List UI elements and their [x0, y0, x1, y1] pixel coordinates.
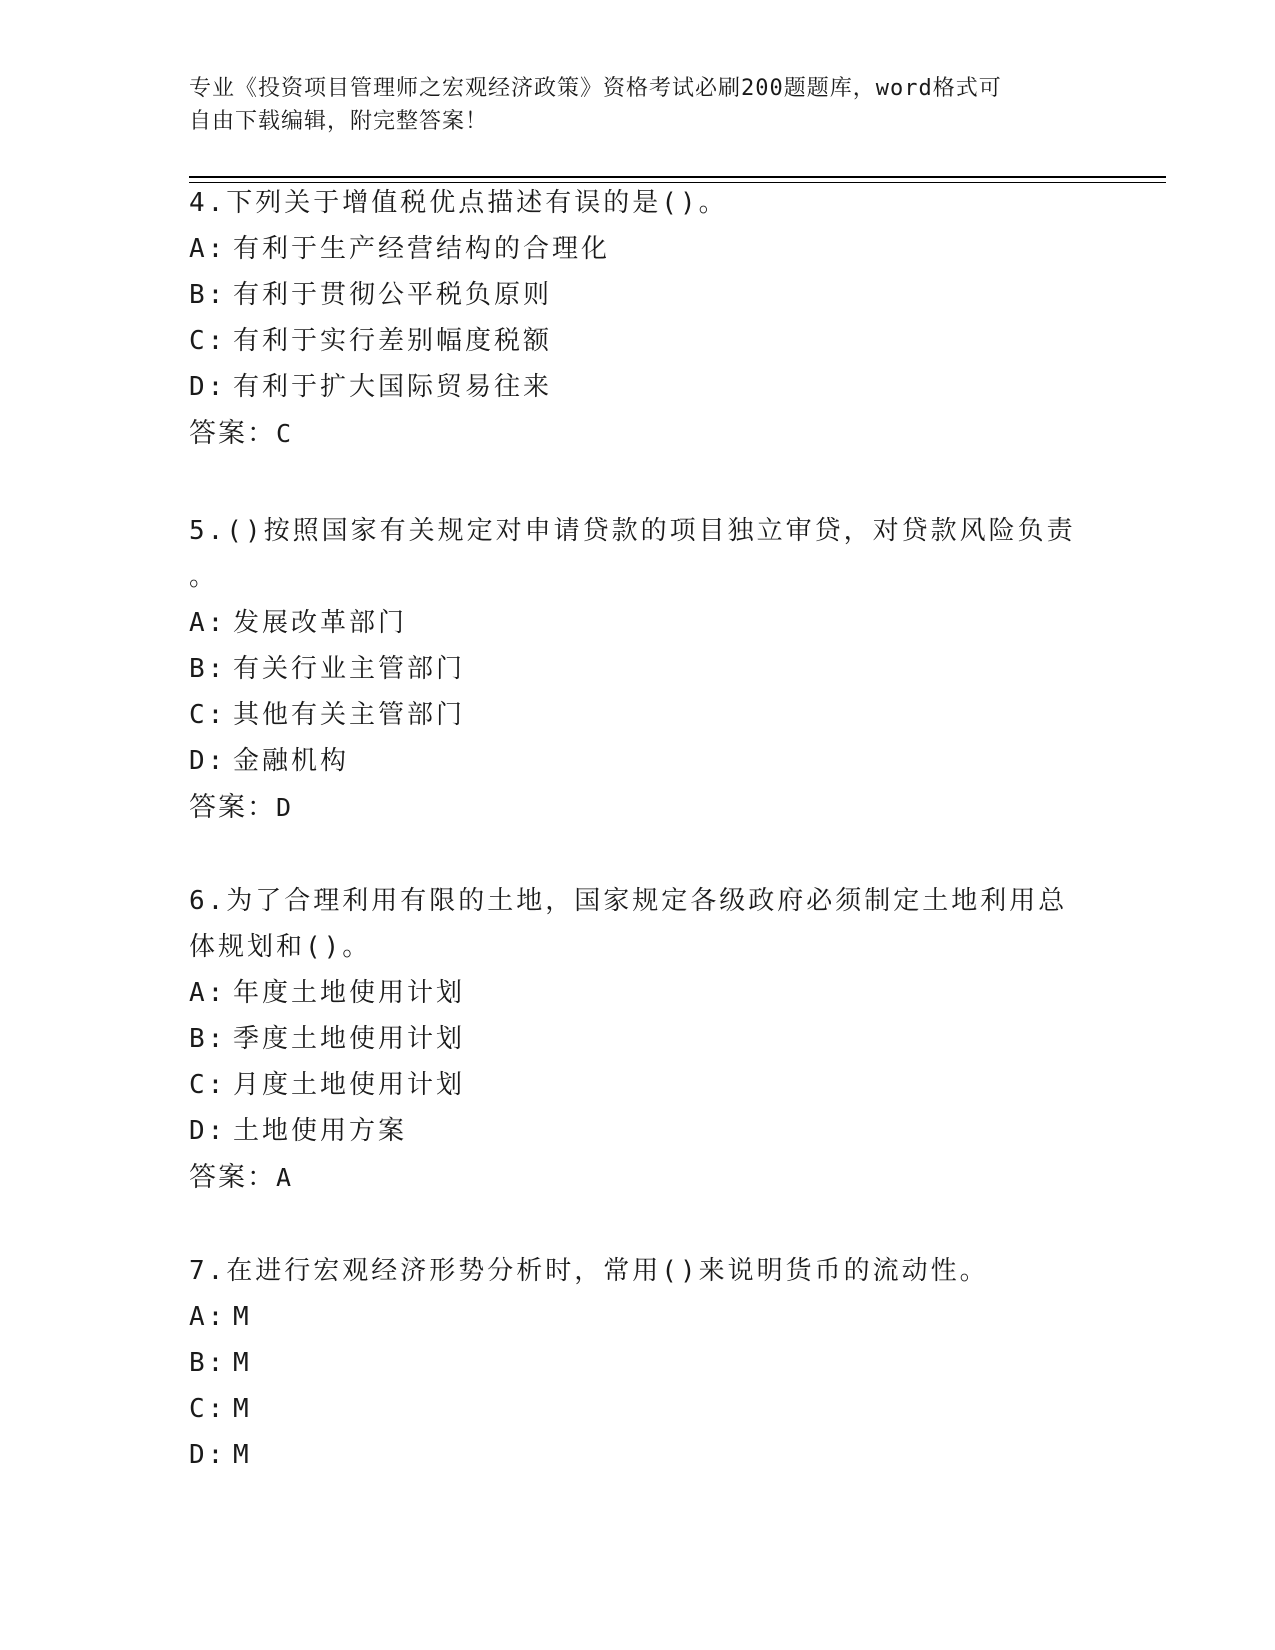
option-text: 其他有关主管部门 [233, 700, 466, 730]
option-d [189, 1108, 1089, 1154]
question-stem-cont: 体规划和()。 [189, 932, 372, 962]
option-text: 有利于贯彻公平税负原则 [233, 280, 553, 310]
answer-label: 答案： [189, 418, 276, 448]
answer-label: 答案： [189, 1162, 276, 1192]
question-6 [189, 878, 1089, 1200]
option-text: 有利于扩大国际贸易往来 [233, 372, 553, 402]
option-text: M [233, 1348, 252, 1378]
option-letter: B: [189, 1348, 227, 1378]
option-text: M [233, 1302, 252, 1332]
question-stem: 6.为了合理利用有限的土地，国家规定各级政府必须制定土地利用总 [189, 886, 1068, 916]
answer-line [189, 1154, 1089, 1200]
option-text: 有利于实行差别幅度税额 [233, 326, 553, 356]
answer-value: D [276, 793, 294, 822]
option-letter: B: [189, 1024, 227, 1054]
option-c [189, 1062, 1089, 1108]
question-4 [189, 180, 1089, 456]
option-text: 有关行业主管部门 [233, 654, 466, 684]
option-c [189, 1386, 1089, 1432]
option-letter: D: [189, 1116, 227, 1146]
option-text: 年度土地使用计划 [233, 978, 466, 1008]
option-text: 季度土地使用计划 [233, 1024, 466, 1054]
option-b [189, 646, 1089, 692]
answer-line [189, 784, 1089, 830]
option-text: 月度土地使用计划 [233, 1070, 466, 1100]
answer-value: A [276, 1163, 294, 1192]
option-letter: D: [189, 1440, 227, 1470]
option-c [189, 318, 1089, 364]
option-letter: C: [189, 700, 227, 730]
option-letter: C: [189, 1394, 227, 1424]
option-letter: B: [189, 654, 227, 684]
option-letter: B: [189, 280, 227, 310]
header-divider-thick [189, 176, 1166, 178]
question-5 [189, 508, 1089, 830]
option-letter: A: [189, 1302, 227, 1332]
option-text: M [233, 1394, 252, 1424]
option-letter: A: [189, 234, 227, 264]
option-letter: D: [189, 372, 227, 402]
option-b [189, 272, 1089, 318]
option-c [189, 692, 1089, 738]
option-d [189, 738, 1089, 784]
option-d [189, 1432, 1089, 1478]
option-b [189, 1340, 1089, 1386]
question-stem: 4.下列关于增值税优点描述有误的是()。 [189, 188, 728, 218]
option-a [189, 600, 1089, 646]
question-stem: 5.()按照国家有关规定对申请贷款的项目独立审贷，对贷款风险负责 [189, 516, 1076, 546]
header-line-2: 自由下载编辑，附完整答案！ [189, 109, 489, 134]
question-7 [189, 1248, 1089, 1478]
option-letter: C: [189, 1070, 227, 1100]
header-line-1: 专业《投资项目管理师之宏观经济政策》资格考试必刷200题题库，word格式可 [189, 76, 1002, 101]
option-text: 土地使用方案 [233, 1116, 408, 1146]
option-b [189, 1016, 1089, 1062]
option-d [189, 364, 1089, 410]
document-header [189, 72, 1089, 138]
question-stem: 7.在进行宏观经济形势分析时，常用()来说明货币的流动性。 [189, 1256, 989, 1286]
option-text: 有利于生产经营结构的合理化 [233, 234, 611, 264]
question-stem-cont: 。 [189, 562, 219, 592]
option-text: 金融机构 [233, 746, 350, 776]
option-letter: A: [189, 608, 227, 638]
option-a [189, 970, 1089, 1016]
option-a [189, 226, 1089, 272]
answer-line [189, 410, 1089, 456]
option-letter: D: [189, 746, 227, 776]
option-letter: A: [189, 978, 227, 1008]
answer-value: C [276, 419, 294, 448]
option-a [189, 1294, 1089, 1340]
option-letter: C: [189, 326, 227, 356]
option-text: 发展改革部门 [233, 608, 408, 638]
answer-label: 答案： [189, 792, 276, 822]
option-text: M [233, 1440, 252, 1470]
